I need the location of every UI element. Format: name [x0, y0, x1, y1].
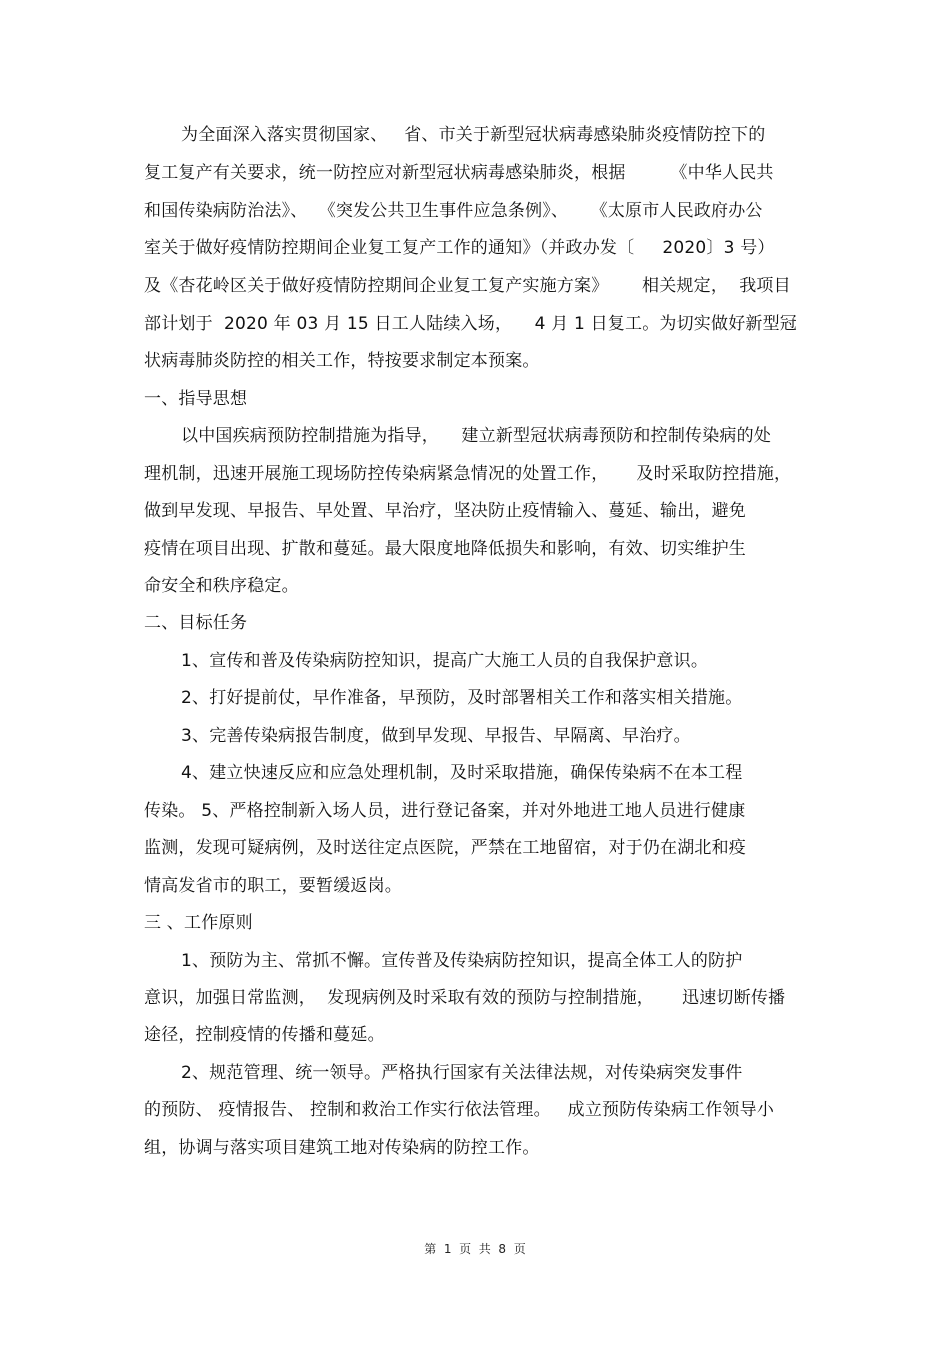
paragraph-line: 意识，加强日常监测， 发现病例及时采取有效的预防与控制措施， 迅速切断传播 [144, 988, 786, 1008]
list-item: 2、规范管理、统一领导。严格执行国家有关法律法规，对传染病突发事件 [181, 1063, 743, 1083]
page-number-footer: 第 1 页 共 8 页 [424, 1242, 526, 1256]
paragraph-line: 部计划于 2020 年 03 月 15 日工人陆续入场， 4 月 1 日复工。为切实做好新型冠 [144, 314, 798, 334]
paragraph-line: 途径，控制疫情的传播和蔓延。 [144, 1025, 385, 1045]
paragraph-line: 疫情在项目出现、扩散和蔓延。最大限度地降低损失和影响，有效、切实维护生 [144, 539, 746, 559]
paragraph-line: 为全面深入落实贯彻国家、 省、市关于新型冠状病毒感染肺炎疫情防控下的 [181, 125, 766, 145]
list-item: 3、完善传染病报告制度，做到早发现、早报告、早隔离、早治疗。 [181, 726, 691, 746]
list-item: 2、打好提前仗，早作准备，早预防，及时部署相关工作和落实相关措施。 [181, 688, 743, 708]
section-heading: 一、指导思想 [144, 389, 248, 409]
paragraph-line: 理机制，迅速开展施工现场防控传染病紧急情况的处置工作， 及时采取防控措施， [144, 464, 792, 484]
section-heading: 三 、工作原则 [144, 913, 253, 933]
paragraph-line: 复工复产有关要求，统一防控应对新型冠状病毒感染肺炎，根据 《中华人民共 [144, 163, 774, 183]
paragraph-line: 和国传染病防治法》、 《突发公共卫生事件应急条例》、 《太原市人民政府办公 [144, 201, 763, 221]
paragraph-line: 做到早发现、早报告、早处置、早治疗，坚决防止疫情输入、蔓延、输出，避免 [144, 501, 746, 521]
list-item: 1、预防为主、常抓不懈。宣传普及传染病防控知识，提高全体工人的防护 [181, 951, 743, 971]
paragraph-line: 以中国疾病预防控制措施为指导， 建立新型冠状病毒预防和控制传染病的处 [181, 426, 772, 446]
paragraph-line: 的预防、 疫情报告、 控制和救治工作实行依法管理。 成立预防传染病工作领导小 [144, 1100, 775, 1120]
paragraph-line: 组，协调与落实项目建筑工地对传染病的防控工作。 [144, 1138, 540, 1158]
paragraph-line: 情高发省市的职工，要暂缓返岗。 [144, 876, 402, 896]
list-item: 4、建立快速反应和应急处理机制，及时采取措施，确保传染病不在本工程 [181, 763, 743, 783]
paragraph-line: 监测，发现可疑病例，及时送往定点医院，严禁在工地留宿，对于仍在湖北和疫 [144, 838, 746, 858]
paragraph-line: 命安全和秩序稳定。 [144, 576, 299, 596]
paragraph-line: 室关于做好疫情防控期间企业复工复产工作的通知》（并政办发〔 2020〕3 号） [144, 238, 775, 258]
section-heading: 二、目标任务 [144, 613, 248, 633]
paragraph-line: 及《杏花岭区关于做好疫情防控期间企业复工复产实施方案》 相关规定， 我项目 [144, 276, 791, 296]
paragraph-line: 状病毒肺炎防控的相关工作，特按要求制定本预案。 [144, 351, 540, 371]
list-item: 1、宣传和普及传染病防控知识，提高广大施工人员的自我保护意识。 [181, 651, 709, 671]
paragraph-line: 传染。 5、严格控制新入场人员，进行登记备案，并对外地进工地人员进行健康 [144, 801, 746, 821]
